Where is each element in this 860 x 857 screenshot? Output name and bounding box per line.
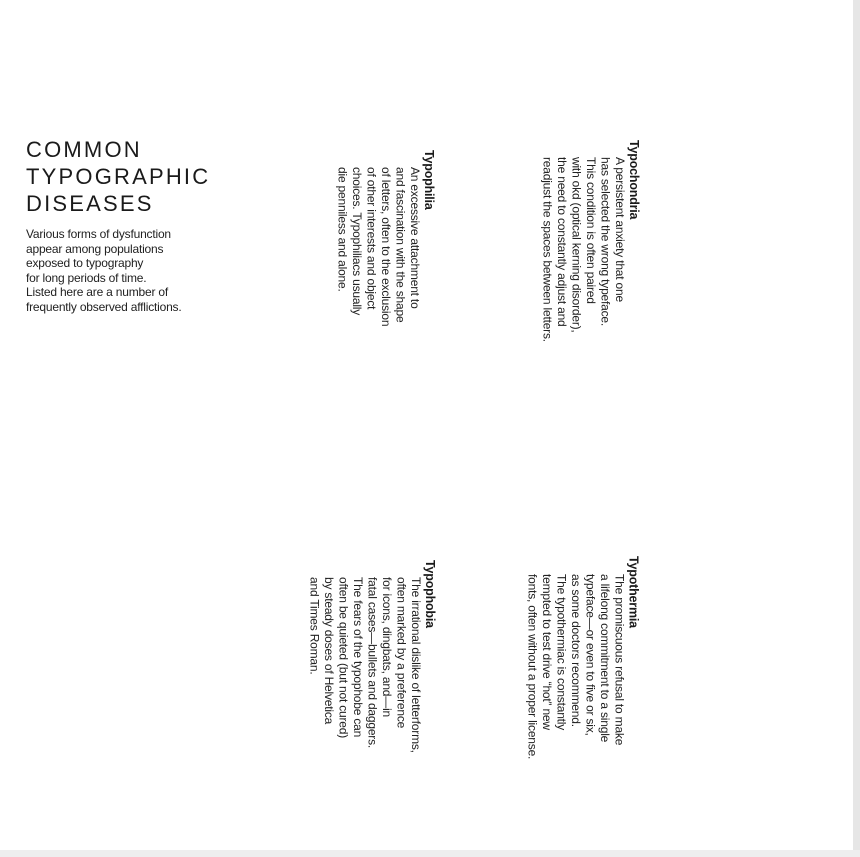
entry-line: choices. Typophiliacs usually: [350, 167, 364, 316]
entry-line: This condition is often paired: [584, 157, 598, 304]
intro-paragraph: [26, 227, 181, 314]
entry-line: and fascination with the shape: [393, 167, 408, 323]
entry-line: of other interests and object: [364, 167, 379, 310]
entry-line: a lifelong commitment to a single: [598, 574, 612, 743]
entry-body: [540, 157, 627, 342]
entry-line: die penniless and alone.: [335, 167, 350, 292]
entry-heading: Typophilia: [422, 150, 436, 210]
entry-line: fonts, often without a proper license.: [525, 574, 540, 760]
page-title-line: DISEASES: [26, 191, 154, 216]
entry-line: An excessive attachment to: [408, 167, 422, 309]
entry-line: with okd (optical kerning disorder),: [569, 157, 584, 333]
entry-body: [307, 577, 423, 753]
entry-typophobia: [307, 560, 437, 753]
entry-typothermia: [525, 556, 641, 759]
entry-heading: Typothermia: [626, 556, 641, 628]
entry-line: fatal cases—bullets and daggers.: [365, 577, 380, 749]
entry-line: by steady doses of Helvetica: [322, 577, 336, 725]
entry-typophilia: [335, 150, 436, 326]
intro-line: frequently observed afflictions.: [26, 299, 182, 314]
entry-line: often be quieted (but not cured): [336, 577, 351, 739]
entry-line: readjust the spaces between letters.: [540, 157, 555, 342]
entry-body: [335, 167, 422, 326]
entry-typochondria: [540, 140, 641, 342]
entry-line: typeface—or even to five or six,: [583, 574, 598, 736]
entry-line: and Times Roman.: [307, 577, 322, 675]
entry-line: The irrational dislike of letterforms,: [409, 577, 423, 753]
page-title-line: TYPOGRAPHIC: [26, 164, 211, 189]
entry-line: The typothermiac is constantly: [554, 574, 569, 731]
entry-line: of letters, often to the exclusion: [379, 167, 393, 327]
entry-body: [525, 574, 627, 759]
entry-line: tempted to test drive “hot” new: [540, 574, 554, 730]
entry-line: for icons, dingbats, and—in: [380, 577, 394, 718]
entry-line: often marked by a preference: [394, 577, 409, 729]
entry-line: has selected the wrong typeface.: [598, 157, 613, 327]
page-edge-bottom: [0, 850, 860, 857]
intro-line: Listed here are a number of: [26, 285, 169, 299]
page-title-line: COMMON: [26, 137, 142, 162]
entry-line: The promiscuous refusal to make: [612, 574, 627, 746]
entry-line: A persistent anxiety that one: [613, 157, 627, 302]
intro-line: Various forms of dysfunction: [26, 227, 171, 241]
page-title: [26, 136, 210, 217]
intro-line: for long periods of time.: [26, 270, 147, 285]
entry-heading: Typophobia: [423, 560, 437, 628]
intro-line: exposed to typography: [26, 256, 144, 270]
intro-line: appear among populations: [26, 241, 164, 256]
page-edge-right: [853, 0, 860, 857]
entry-line: as some doctors recommend.: [569, 574, 583, 727]
entry-line: the need to constantly adjust and: [555, 157, 569, 327]
entry-heading: Typochondria: [627, 140, 641, 220]
entry-line: The fears of the typophobe can: [351, 577, 365, 738]
